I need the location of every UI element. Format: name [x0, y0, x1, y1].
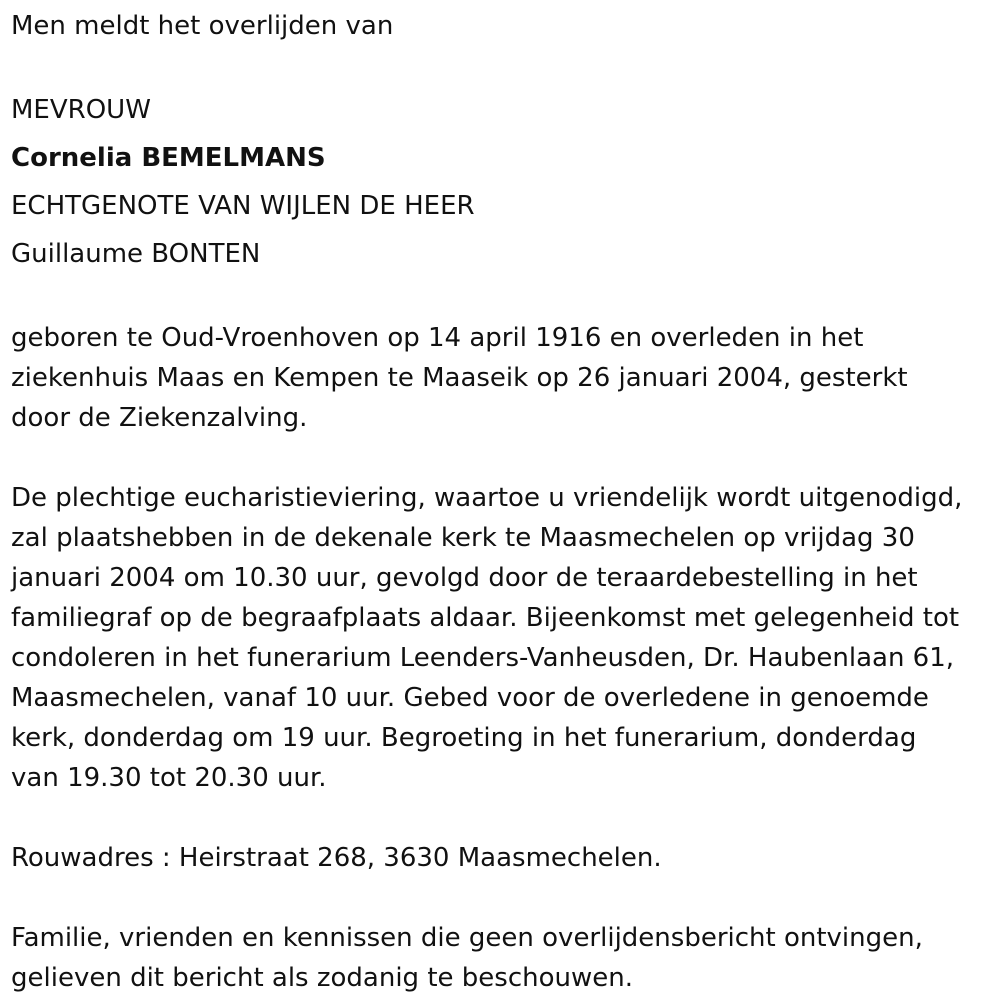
death-notice: [11, 6, 996, 998]
paragraph-line: januari 2004 om 10.30 uur, gevolgd door de teraardebestelling in het: [11, 563, 918, 593]
intro-text: Men meldt het overlijden van: [11, 11, 394, 41]
spacer: [11, 798, 996, 838]
paragraph-line: zal plaatshebben in de dekenale kerk te Maasmechelen op vrijdag 30: [11, 523, 915, 553]
paragraph-line: Maasmechelen, vanaf 10 uur. Gebed voor de overledene in genoemde: [11, 683, 929, 713]
paragraph-line: geboren te Oud-Vroenhoven op 14 april 1916 en overleden in het: [11, 323, 864, 353]
paragraph-line: De plechtige eucharistieviering, waartoe u vriendelijk wordt uitgenodigd,: [11, 483, 963, 513]
title-text: MEVROUW: [11, 95, 151, 125]
spacer: [11, 46, 996, 86]
name-block: [11, 86, 996, 278]
paragraph-line: familiegraf op de begraafplaats aldaar. Bijeenkomst met gelegenheid tot: [11, 603, 960, 633]
spacer: [11, 278, 996, 318]
paragraph-line: door de Ziekenzalving.: [11, 403, 308, 433]
spacer: [11, 878, 996, 918]
spouse-name: Guillaume BONTEN: [11, 239, 261, 269]
relation-text: ECHTGENOTE VAN WIJLEN DE HEER: [11, 191, 475, 221]
paragraph-line: condoleren in het funerarium Leenders-Vanheusden, Dr. Haubenlaan 61,: [11, 643, 955, 673]
paragraph-line: kerk, donderdag om 19 uur. Begroeting in het funerarium, donderdag: [11, 723, 917, 753]
ceremony-paragraph: [11, 478, 996, 798]
paragraph-line: van 19.30 tot 20.30 uur.: [11, 763, 327, 793]
paragraph-line: gelieven dit bericht als zodanig te beschouwen.: [11, 963, 633, 993]
deceased-name: Cornelia BEMELMANS: [11, 143, 326, 173]
paragraph-line: ziekenhuis Maas en Kempen te Maaseik op 26 januari 2004, gesterkt: [11, 363, 908, 393]
birth-death-paragraph: [11, 318, 996, 438]
mourning-address: Rouwadres : Heirstraat 268, 3630 Maasmechelen.: [11, 843, 662, 873]
closing-paragraph: [11, 918, 996, 998]
paragraph-line: Familie, vrienden en kennissen die geen overlijdensbericht ontvingen,: [11, 923, 923, 953]
spacer: [11, 438, 996, 478]
